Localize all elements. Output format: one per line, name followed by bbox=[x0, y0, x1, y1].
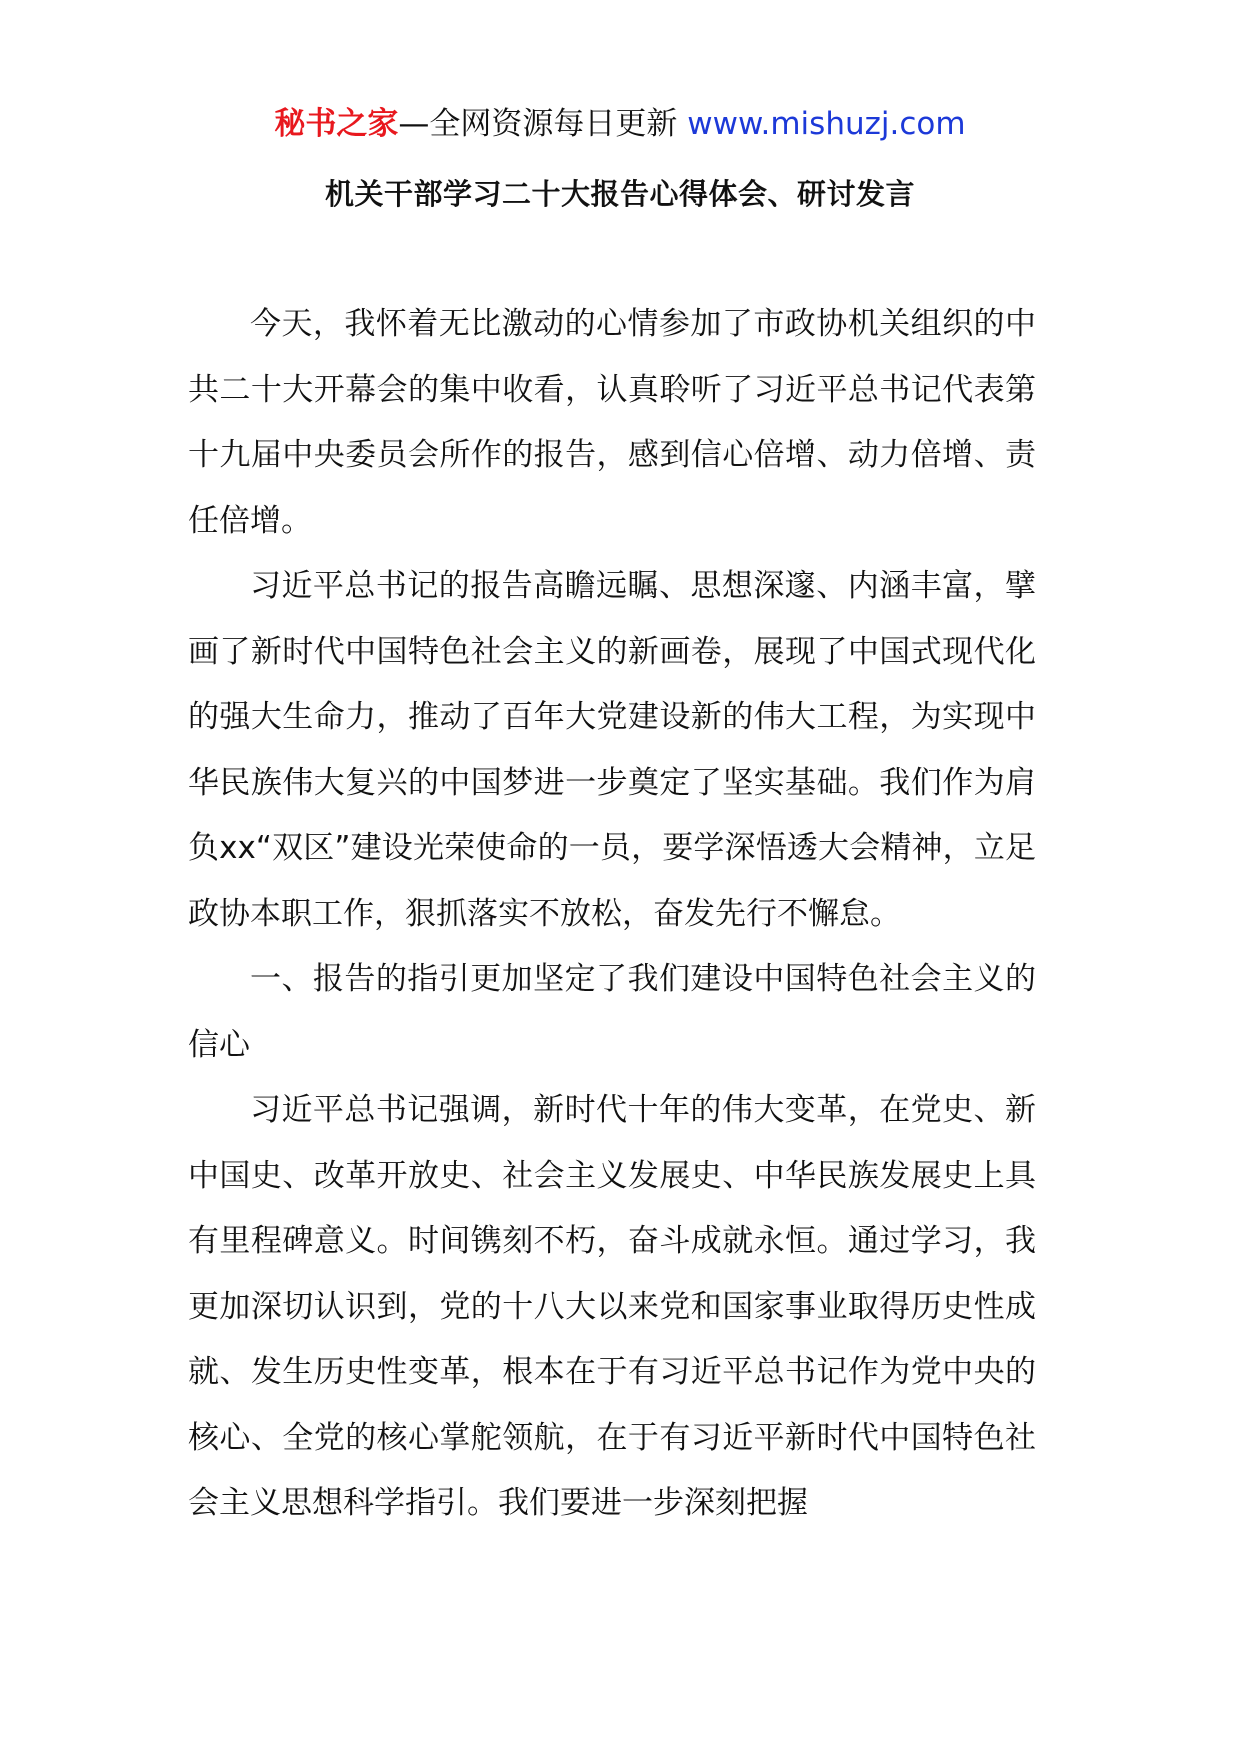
paragraph-intro: 今天，我怀着无比激动的心情参加了市政协机关组织的中共二十大开幕会的集中收看，认真聆听了习近平总书记代表第十九届中央委员会所作的报告，感到信心倍增、动力倍增、责任倍增。 bbox=[188, 306, 1036, 539]
document-title: 机关干部学习二十大报告心得体会、研讨发言 bbox=[324, 177, 915, 211]
site-url[interactable]: www.mishuzj.com bbox=[687, 106, 966, 142]
paragraph-section-1: 习近平总书记强调，新时代十年的伟大变革，在党史、新中国史、改革开放史、社会主义发展史、中华民族发展史上具有里程碑意义。时间镌刻不朽，奋斗成就永恒。通过学习，我更加深切认识到，党的十八大以来党和国家事业取得历史性成就、发生历史性变革，根本在于有习近平总书记作为党中央的核心、全党的核心掌舵领航，在于有习近平新时代中国特色社会主义思想科学指引。我们要进一步深刻把握 bbox=[188, 1092, 1036, 1521]
section-heading-1: 一、报告的指引更加坚定了我们建设中国特色社会主义的信心 bbox=[188, 961, 1036, 1063]
document-body bbox=[188, 292, 1036, 1537]
site-brand: 秘书之家 bbox=[274, 106, 399, 142]
paragraph-report-summary: 习近平总书记的报告高瞻远瞩、思想深邃、内涵丰富，擘画了新时代中国特色社会主义的新画卷，展现了中国式现代化的强大生命力，推动了百年大党建设新的伟大工程，为实现中华民族伟大复兴的中国梦进一步奠定了坚实基础。我们作为肩负xx“双区”建设光荣使命的一员，要学深悟透大会精神，立足政协本职工作，狠抓落实不放松，奋发先行不懈怠。 bbox=[188, 568, 1036, 932]
site-header bbox=[0, 98, 1240, 150]
site-tagline: —全网资源每日更新 bbox=[398, 106, 678, 142]
